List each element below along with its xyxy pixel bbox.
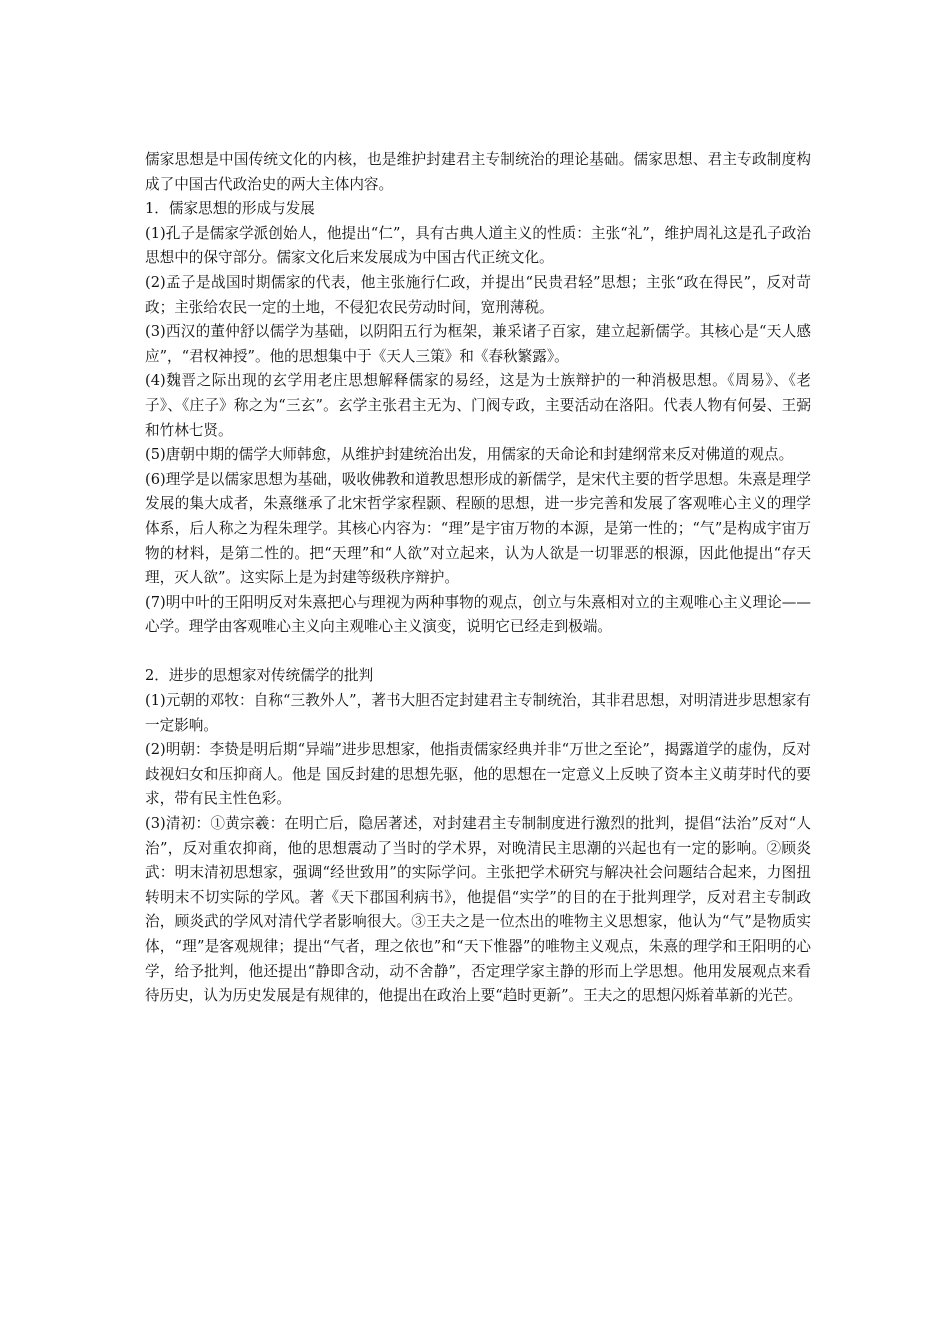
intro-paragraph: 儒家思想是中国传统文化的内核，也是维护封建君主专制统治的理论基础。儒家思想、君主专政制度构成了中国古代政治史的两大主体内容。	[145, 151, 811, 193]
section-1-item-7: (7)明中叶的王阳明反对朱熹把心与理视为两种事物的观点，创立与朱熹相对立的主观唯心主义理论——心学。理学由客观唯心主义向主观唯心主义演变，说明它已经走到极端。	[145, 593, 811, 636]
section-2-item-2: (2)明朝：李贽是明后期“异端”进步思想家，他指责儒家经典并非“万世之至论”，揭露道学的虚伪，反对歧视妇女和压抑商人。他是 国反封建的思想先驱，他的思想在一定意义上反映了资本主义萌芽时代的要求，带有民主性色彩。	[145, 741, 811, 808]
section-1-heading: 1．儒家思想的形成与发展	[145, 200, 315, 218]
document-body	[145, 148, 811, 1009]
section-1-item-6: (6)理学是以儒家思想为基础，吸收佛教和道教思想形成的新儒学，是宋代主要的哲学思想。朱熹是理学发展的集大成者，朱熹继承了北宋哲学家程颢、程颐的思想，进一步完善和发展了客观唯心主义的理学体系，后人称之为程朱理学。其核心内容为：“理”是宇宙万物的本源，是第一性的；“气”是构成宇宙万物的材料，是第二性的。把“天理”和“人欲”对立起来，认为人欲是一切罪恶的根源，因此他提出“存天理，灭人欲”。这实际上是为封建等级秩序辩护。	[145, 470, 811, 587]
section-1-item-3: (3)西汉的董仲舒以儒学为基础，以阴阳五行为框架，兼采诸子百家，建立起新儒学。其核心是“天人感应”，“君权神授”。他的思想集中于《天人三策》和《春秋繁露》。	[145, 323, 811, 365]
section-2-heading: 2．进步的思想家对传统儒学的批判	[145, 667, 374, 685]
section-1-item-4: (4)魏晋之际出现的玄学用老庄思想解释儒家的易经，这是为士族辩护的一种消极思想。《周易》、《老子》、《庄子》称之为“三玄”。玄学主张君主无为、门阀专政，主要活动在洛阳。代表人物有何晏、王弼和竹林七贤。	[145, 372, 811, 439]
section-2-item-3: (3)清初：①黄宗羲：在明亡后，隐居著述，对封建君主专制制度进行激烈的批判，提倡“法治”反对“人治”，反对重农抑商，他的思想震动了当时的学术界，对晚清民主思潮的兴起也有一定的影响。②顾炎武：明末清初思想家，强调“经世致用”的实际学问。主张把学术研究与解决社会问题结合起来，力图扭转明末不切实际的学风。著《天下郡国利病书》，他提倡“实学”的目的在于批判理学，反对君主专制政治，顾炎武的学风对清代学者影响很大。③王夫之是一位杰出的唯物主义思想家，他认为“气”是物质实体，“理”是客观规律；提出“气者，理之依也”和“天下惟器”的唯物主义观点，朱熹的理学和王阳明的心学，给予批判，他还提出“静即含动，动不舍静”，否定理学家主静的形而上学思想。他用发展观点来看待历史，认为历史发展是有规律的，他提出在政治上要“趋时更新”。王夫之的思想闪烁着革新的光芒。	[145, 815, 811, 1005]
section-1-item-2: (2)孟子是战国时期儒家的代表，他主张施行仁政，并提出“民贵君轻”思想；主张“政在得民”，反对苛政；主张给农民一定的土地，不侵犯农民劳动时间，宽刑薄税。	[145, 273, 811, 316]
section-spacer	[145, 640, 811, 665]
section-1-item-5: (5)唐朝中期的儒学大师韩愈，从维护封建统治出发，用儒家的天命论和封建纲常来反对佛道的观点。	[145, 446, 794, 464]
section-1-item-1: (1)孔子是儒家学派创始人，他提出“仁”，具有古典人道主义的性质：主张“礼”，维护周礼这是孔子政治思想中的保守部分。儒家文化后来发展成为中国古代正统文化。	[145, 224, 811, 267]
section-2-item-1: (1)元朝的邓牧：自称“三教外人”，著书大胆否定封建君主专制统治，其非君思想，对明清进步思想家有一定影响。	[145, 692, 811, 734]
